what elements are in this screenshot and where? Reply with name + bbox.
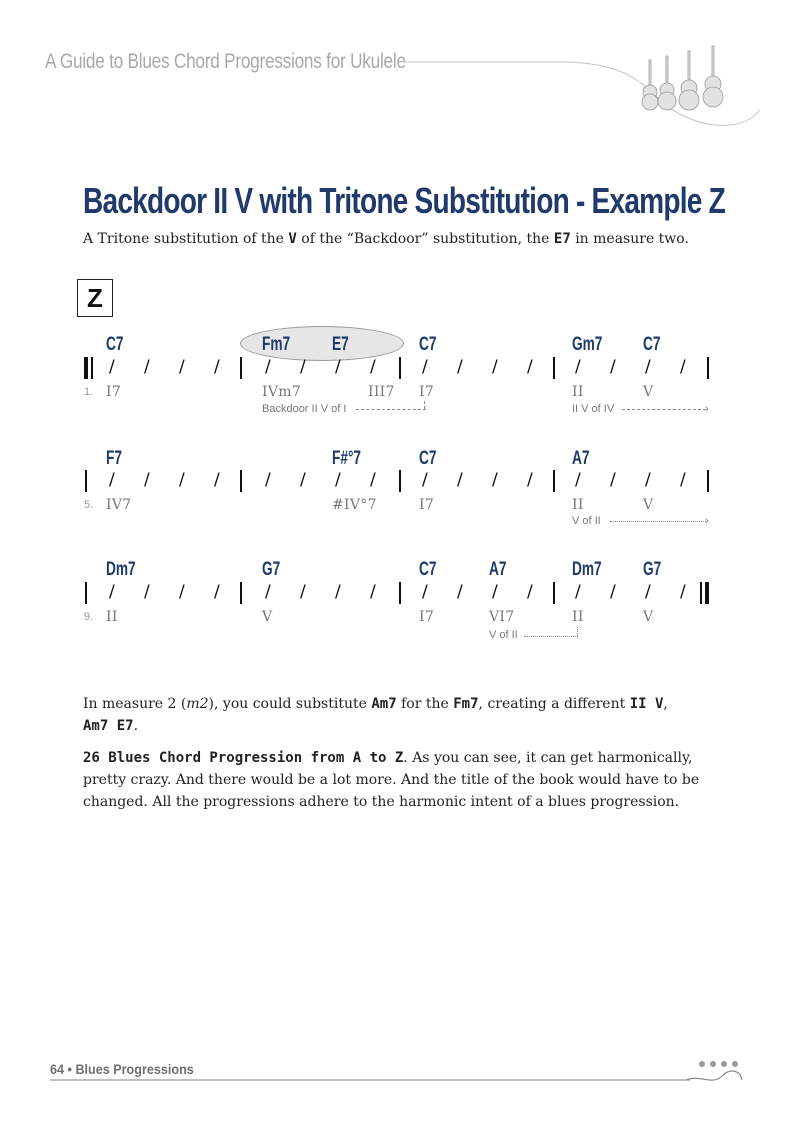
barline <box>553 470 555 492</box>
roman-numeral: I7 <box>419 384 435 400</box>
beat-slash: / <box>645 357 651 377</box>
chord-symbol: A7 <box>489 559 507 580</box>
roman-numeral: II <box>106 609 118 625</box>
barline <box>707 470 709 492</box>
beat-slash: / <box>457 470 463 490</box>
beat-slash: / <box>610 582 616 602</box>
beat-slash: / <box>214 582 220 602</box>
beat-slash: / <box>457 357 463 377</box>
beat-slash: / <box>109 470 115 490</box>
barline <box>240 582 242 604</box>
barline <box>85 582 87 604</box>
chord-symbol: C7 <box>643 334 661 355</box>
chord-symbol: C7 <box>419 448 437 469</box>
beat-slash: / <box>492 582 498 602</box>
beat-slash: / <box>610 357 616 377</box>
ukulele-icon <box>642 46 723 110</box>
beat-slash: / <box>645 470 651 490</box>
beat-slash: / <box>265 582 271 602</box>
roman-numeral: I7 <box>419 497 435 513</box>
beat-slash: / <box>575 357 581 377</box>
footer-decoration <box>0 1050 794 1090</box>
resolution-line <box>610 521 706 522</box>
chord-symbol: Fm7 <box>262 334 291 355</box>
beat-slash: / <box>179 470 185 490</box>
beat-slash: / <box>144 582 150 602</box>
header-decoration <box>0 0 794 140</box>
beat-slash: / <box>335 582 341 602</box>
dots-icon <box>699 1061 738 1067</box>
beat-slash: / <box>179 357 185 377</box>
beat-slash: / <box>335 357 341 377</box>
roman-numeral: V <box>643 497 654 513</box>
resolution-line <box>356 409 426 410</box>
roman-numeral: IVm7 <box>262 384 302 400</box>
chord-symbol: Gm7 <box>572 334 603 355</box>
beat-slash: / <box>370 357 376 377</box>
barline <box>85 470 87 492</box>
arrow-right-icon: › <box>705 403 709 415</box>
chord-symbol: Dm7 <box>572 559 602 580</box>
example-label: Z <box>77 279 113 317</box>
resolution-line <box>524 636 578 637</box>
chord-symbol: G7 <box>262 559 281 580</box>
beat-slash: / <box>300 470 306 490</box>
beat-slash: / <box>680 582 686 602</box>
chord-symbol: A7 <box>572 448 590 469</box>
beat-slash: / <box>335 470 341 490</box>
chord-symbol: F7 <box>106 448 122 469</box>
page-number: 64 <box>50 1061 65 1077</box>
beat-slash: / <box>527 357 533 377</box>
resolution-arrow-icon <box>577 627 579 636</box>
roman-numeral: IV7 <box>106 497 132 513</box>
barline <box>707 357 709 379</box>
section-name: Blues Progressions <box>75 1061 194 1077</box>
beat-slash: / <box>645 582 651 602</box>
roman-numeral: V <box>643 384 654 400</box>
beat-slash: / <box>492 357 498 377</box>
beat-slash: / <box>610 470 616 490</box>
roman-numeral: II <box>572 609 584 625</box>
roman-numeral: II <box>572 497 584 513</box>
roman-numeral: V <box>262 609 273 625</box>
beat-slash: / <box>370 582 376 602</box>
beat-slash: / <box>265 470 271 490</box>
beat-slash: / <box>680 357 686 377</box>
beat-slash: / <box>214 470 220 490</box>
barline <box>553 357 555 379</box>
measure-number: 1. <box>84 386 94 398</box>
beat-slash: / <box>265 357 271 377</box>
barline <box>240 357 242 379</box>
resolution-arrow-icon <box>424 401 426 409</box>
repeat-barline <box>84 357 88 379</box>
final-barline <box>705 582 709 604</box>
beat-slash: / <box>144 470 150 490</box>
intro-text: A Tritone substitution of the V of the “Backdoor” substitution, the E7 in measure two. <box>83 231 689 247</box>
resolution-line <box>622 409 706 410</box>
measure-number: 5. <box>84 499 94 511</box>
roman-numeral: VI7 <box>489 609 515 625</box>
barline <box>553 582 555 604</box>
barline <box>399 582 401 604</box>
body-paragraph: In measure 2 (m2), you could substitute Am7 for the Fm7, creating a different II V, Am7 E7. <box>83 696 668 734</box>
beat-slash: / <box>300 357 306 377</box>
analysis-note: V of II <box>489 629 518 641</box>
beat-slash: / <box>179 582 185 602</box>
beat-slash: / <box>575 470 581 490</box>
body-paragraph: 26 Blues Chord Progression from A to Z. As you can see, it can get harmonically, pretty crazy. And there would be a lot more. And the title of the book would have to be changed. All the progressions adhere to the harmonic intent of a blues progression. <box>83 750 700 810</box>
chord-symbol: F#°7 <box>332 448 362 469</box>
page-title: Backdoor II V with Tritone Substitution - Example Z <box>83 180 726 221</box>
chord-symbol: Dm7 <box>106 559 136 580</box>
beat-slash: / <box>492 470 498 490</box>
measure-number: 9. <box>84 611 94 623</box>
roman-numeral: I7 <box>419 609 435 625</box>
chord-symbol: G7 <box>643 559 662 580</box>
beat-slash: / <box>109 582 115 602</box>
roman-numeral: II <box>572 384 584 400</box>
barline <box>399 470 401 492</box>
barline <box>700 582 702 604</box>
analysis-note: V of II <box>572 515 601 527</box>
beat-slash: / <box>457 582 463 602</box>
beat-slash: / <box>300 582 306 602</box>
chord-symbol: C7 <box>106 334 124 355</box>
barline <box>240 470 242 492</box>
barline <box>91 357 93 379</box>
book-title: A Guide to Blues Chord Progressions for Ukulele <box>45 50 406 73</box>
analysis-note: II V of IV <box>572 403 615 415</box>
roman-numeral: I7 <box>106 384 122 400</box>
beat-slash: / <box>370 470 376 490</box>
beat-slash: / <box>575 582 581 602</box>
beat-slash: / <box>144 357 150 377</box>
beat-slash: / <box>109 357 115 377</box>
barline <box>399 357 401 379</box>
roman-numeral: #IV°7 <box>332 497 377 513</box>
arrow-right-icon: › <box>705 515 709 527</box>
chord-symbol: C7 <box>419 559 437 580</box>
analysis-note: Backdoor II V of I <box>262 403 347 415</box>
beat-slash: / <box>527 582 533 602</box>
beat-slash: / <box>422 357 428 377</box>
beat-slash: / <box>527 470 533 490</box>
roman-numeral: III7 <box>368 384 395 400</box>
chord-symbol: E7 <box>332 334 349 355</box>
beat-slash: / <box>422 470 428 490</box>
chord-symbol: C7 <box>419 334 437 355</box>
beat-slash: / <box>214 357 220 377</box>
beat-slash: / <box>422 582 428 602</box>
roman-numeral: V <box>643 609 654 625</box>
beat-slash: / <box>680 470 686 490</box>
bullet-separator: • <box>67 1061 72 1077</box>
